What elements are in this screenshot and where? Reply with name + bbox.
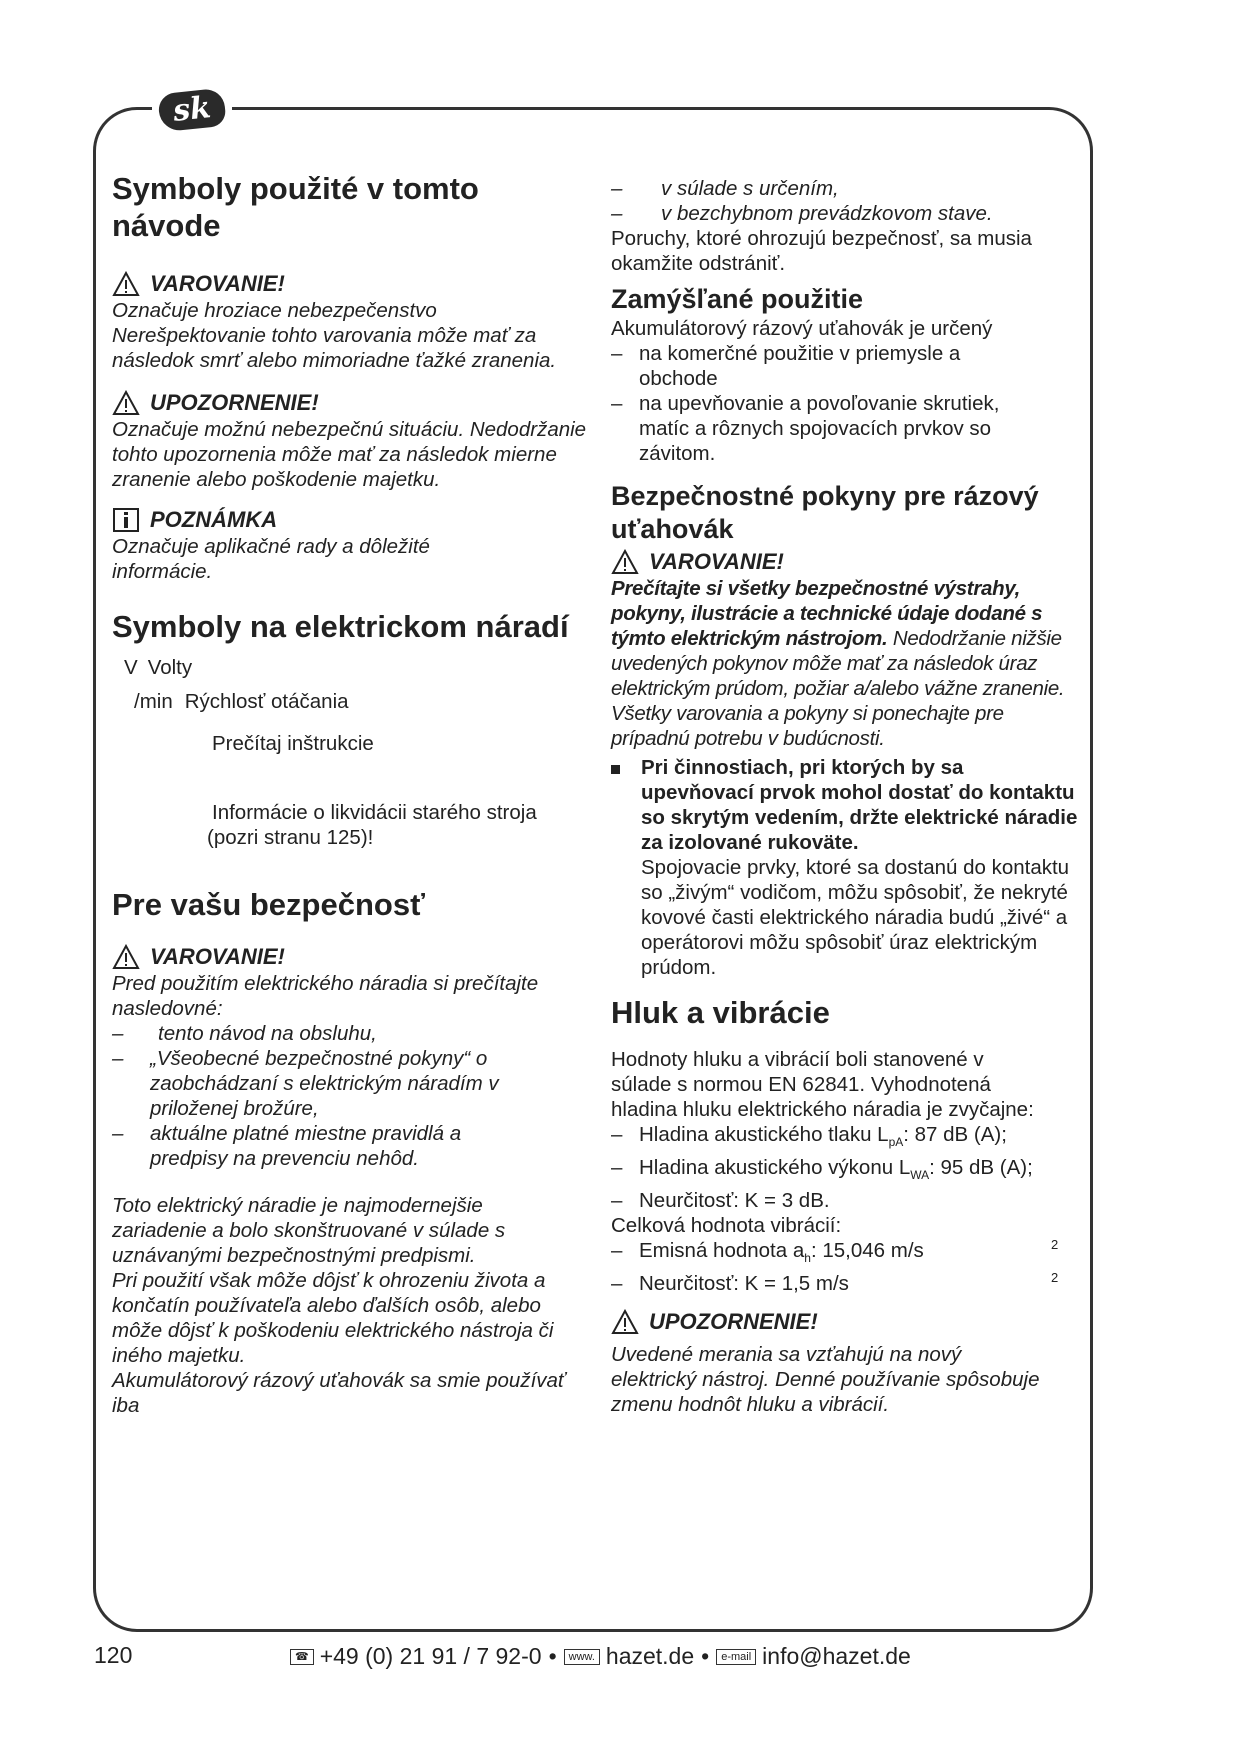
symbol-row-volts	[112, 655, 592, 680]
noise-lpa	[639, 1122, 1007, 1155]
list-item: – Hladina akustického výkonu $L_{WA}$: 95 dB (A);	[611, 1155, 1086, 1188]
bullet-item	[611, 755, 1086, 980]
symbol-row-read	[112, 731, 592, 756]
warning-heading	[112, 270, 592, 298]
warning3-text: Nedodržanie nižšie uvedených pokynov môže mať za následok úraz elektrickým prúdom, požiar a/alebo vážne zranenie. Všetky varovania a pokyny si ponechajte pre prípadnú potrebu v budúcnosti.	[611, 627, 1065, 750]
list-item-text: na komerčné použitie v priemysle a obchode	[639, 342, 961, 390]
list-item-text: v súlade s určením,	[661, 177, 839, 200]
symbol-row-disposal	[112, 800, 592, 825]
paragraph-3: Akumulátorový rázový uťahovák sa smie používať iba	[112, 1369, 566, 1417]
list-item: – Hladina akustického tlaku $L_{pA}$: 87 dB (A);	[611, 1122, 1086, 1155]
phone-icon: ☎	[290, 1649, 314, 1665]
warning3-bold: Prečítajte si všetky bezpečnostné výstrahy, pokyny, ilustrácie a technické údaje dodané s týmto elektrickým nástrojom.	[611, 577, 1043, 650]
list-item: – na upevňovanie a povoľovanie skrutiek, matíc a rôznych spojovacích prvkov so závitom.	[611, 391, 1086, 466]
note-text: Označuje aplikačné rady a dôležité informácie.	[112, 535, 430, 583]
list-item-text: aktuálne platné miestne pravidlá a predpisy na prevenciu nehôd.	[150, 1122, 462, 1170]
warning-triangle-icon	[112, 390, 140, 416]
faults-text: Poruchy, ktoré ohrozujú bezpečnosť, sa musia okamžite odstrániť.	[611, 227, 1032, 275]
vib-k-exponent: 2	[1051, 1270, 1059, 1286]
list-item: – Emisná hodnota $a_h$: 15,046 m/s 2	[611, 1238, 1086, 1271]
warning-heading-3	[611, 548, 1086, 576]
phone-number: +49 (0) 21 91 / 7 92-0	[319, 1643, 542, 1669]
noise-lwa-label: Hladina akustického výkonu L	[639, 1156, 911, 1180]
symbol-row-rpm	[112, 689, 592, 714]
bullet-text: Spojovacie prvky, ktoré sa dostanú do kontaktu so „živým“ vodičom, môžu spôsobiť, že nekryté kovové časti elektrického náradia budú „živé“ a operátorovi môžu spôsobiť úraz elektrickým prúdom.	[641, 856, 1070, 979]
info-icon	[112, 507, 140, 533]
symbol-disposal-ref: (pozri stranu 125)!	[207, 826, 374, 849]
caution2-text: Uvedené merania sa vzťahujú na nový elektrický nástroj. Denné používanie spôsobuje zmenu hodnôt hluku a vibrácií.	[611, 1343, 1040, 1417]
page-footer	[0, 1640, 1241, 1670]
web-icon: www.	[564, 1649, 600, 1665]
vibration-title: Celková hodnota vibrácií:	[611, 1214, 842, 1238]
email-icon: e-mail	[716, 1649, 756, 1665]
intended-intro: Akumulátorový rázový uťahovák je určený	[611, 317, 993, 340]
vib-ah-exponent: 2	[1051, 1237, 1059, 1253]
noise-k: Neurčitosť: K = 3 dB.	[639, 1189, 830, 1213]
vib-ah-sub: h	[804, 1251, 811, 1266]
symbol-disposal-desc: Informácie o likvidácii starého stroja	[212, 801, 537, 824]
warning-triangle-icon	[611, 549, 639, 575]
separator: •	[701, 1643, 710, 1669]
list-item: – Neurčitosť: K = 3 dB.	[611, 1189, 830, 1213]
heading-safety-notes: Bezpečnostné pokyny pre rázový uťahovák	[611, 481, 1039, 544]
right-column	[611, 176, 1086, 1417]
language-badge-label: sk	[157, 88, 227, 133]
warning-triangle-icon	[611, 1309, 639, 1335]
email-link[interactable]: info@hazet.de	[762, 1643, 911, 1669]
noise-lwa-value: : 95 dB (A);	[929, 1156, 1033, 1180]
symbol-v-desc: Volty	[147, 656, 193, 679]
list-item: – aktuálne platné miestne pravidlá a predpisy na prevenciu nehôd.	[112, 1121, 592, 1171]
noise-lpa-sub: pA	[888, 1135, 904, 1150]
list-item: – v súlade s určením,	[611, 177, 839, 200]
list-item: – tento návod na obsluhu,	[112, 1022, 377, 1045]
paragraph-2: Pri použití však môže dôjsť k ohrozeniu života a končatín používateľa alebo ďalších osôb, alebo môže dôjsť k poškodeniu elektrického nástroja či iného majetku.	[112, 1269, 554, 1367]
warning-triangle-icon	[112, 944, 140, 970]
list-item-text: „Všeobecné bezpečnostné pokyny“ o zaobchádzaní s elektrickým náradím v priloženej brožúre,	[150, 1047, 499, 1120]
vib-ah-label: Emisná hodnota a	[639, 1239, 805, 1263]
warning-intro: Pred použitím elektrického náradia si prečítajte nasledovné:	[112, 972, 539, 1020]
noise-lpa-value: : 87 dB (A);	[903, 1123, 1007, 1146]
symbol-v: V	[124, 656, 138, 679]
warning-title-2: VAROVANIE!	[150, 944, 285, 969]
list-item-text: v bezchybnom prevádzkovom stave.	[661, 202, 993, 225]
separator: •	[548, 1643, 557, 1669]
caution-heading-2	[611, 1308, 1086, 1336]
warning-triangle-icon	[112, 271, 140, 297]
note-heading	[112, 506, 592, 534]
bullet-bold: Pri činnostiach, pri ktorých by sa upevňovací prvok mohol dostať do kontaktu so skrytým vedením, držte elektrické náradie za izolované rukoväte.	[641, 756, 1078, 854]
list-item-text: tento návod na obsluhu,	[158, 1022, 377, 1045]
note-title: POZNÁMKA	[150, 507, 278, 532]
symbol-row-disposal-ref	[112, 825, 592, 850]
page-number: 120	[94, 1642, 133, 1668]
caution-heading	[112, 389, 592, 417]
website-link[interactable]: hazet.de	[605, 1643, 695, 1669]
list-item-text: na upevňovanie a povoľovanie skrutiek, matíc a rôznych spojovacích prvkov so závitom.	[639, 392, 1000, 465]
paragraph-1: Toto elektrický náradie je najmodernejšie zariadenie a bolo skonštruované v súlade s uznávanými bezpečnostnými predpismi.	[112, 1194, 506, 1267]
vib-ah-value: : 15,046 m/s	[810, 1239, 924, 1263]
caution-title-2: UPOZORNENIE!	[649, 1309, 818, 1335]
contact-line	[290, 1643, 911, 1670]
noise-lpa-label: Hladina akustického tlaku L	[639, 1123, 889, 1146]
list-item: – „Všeobecné bezpečnostné pokyny“ o zaobchádzaní s elektrickým náradím v priloženej brožúre,	[112, 1046, 592, 1121]
warning3-block	[611, 576, 1086, 751]
caution-title: UPOZORNENIE!	[150, 390, 319, 415]
language-badge	[152, 88, 232, 132]
symbol-min: /min	[134, 690, 173, 713]
vib-ah	[639, 1238, 924, 1271]
bullet-square-icon	[611, 765, 620, 774]
warning-title-3: VAROVANIE!	[649, 549, 784, 574]
heading-intended-use: Zamýšľané použitie	[611, 284, 863, 314]
noise-lwa	[639, 1155, 1033, 1188]
caution-text: Označuje možnú nebezpečnú situáciu. Nedodržanie tohto upozornenia môže mať za následok mierne zranenie alebo poškodenie majetku.	[112, 418, 587, 491]
symbol-min-desc: Rýchlosť otáčania	[184, 690, 349, 713]
heading-safety: Pre vašu bezpečnosť	[112, 887, 425, 922]
list-item: – na komerčné použitie v priemysle a obchode	[611, 341, 1086, 391]
noise-intro: Hodnoty hluku a vibrácií boli stanovené v súlade s normou EN 62841. Vyhodnotená hladina hluku elektrického náradia je zvyčajne:	[611, 1048, 1034, 1121]
noise-lwa-sub: WA	[910, 1168, 930, 1183]
warning-title: VAROVANIE!	[150, 271, 285, 296]
list-item: – v bezchybnom prevádzkovom stave.	[611, 202, 993, 225]
list-item: – Neurčitosť: K = 1,5 m/s 2	[611, 1271, 1086, 1296]
vib-k: Neurčitosť: K = 1,5 m/s	[639, 1272, 849, 1296]
left-column	[112, 170, 592, 1418]
symbol-read-desc: Prečítaj inštrukcie	[212, 732, 374, 755]
heading-noise: Hluk a vibrácie	[611, 995, 830, 1030]
warning-text: Označuje hroziace nebezpečenstvo Nerešpektovanie tohto varovania môže mať za následok smrť alebo mimoriadne ťažké zranenia.	[112, 299, 557, 372]
heading-symbols-manual: Symboly použité v tomto návode	[112, 171, 479, 243]
heading-tool-symbols: Symboly na elektrickom náradí	[112, 609, 569, 644]
warning-heading-2	[112, 943, 592, 971]
